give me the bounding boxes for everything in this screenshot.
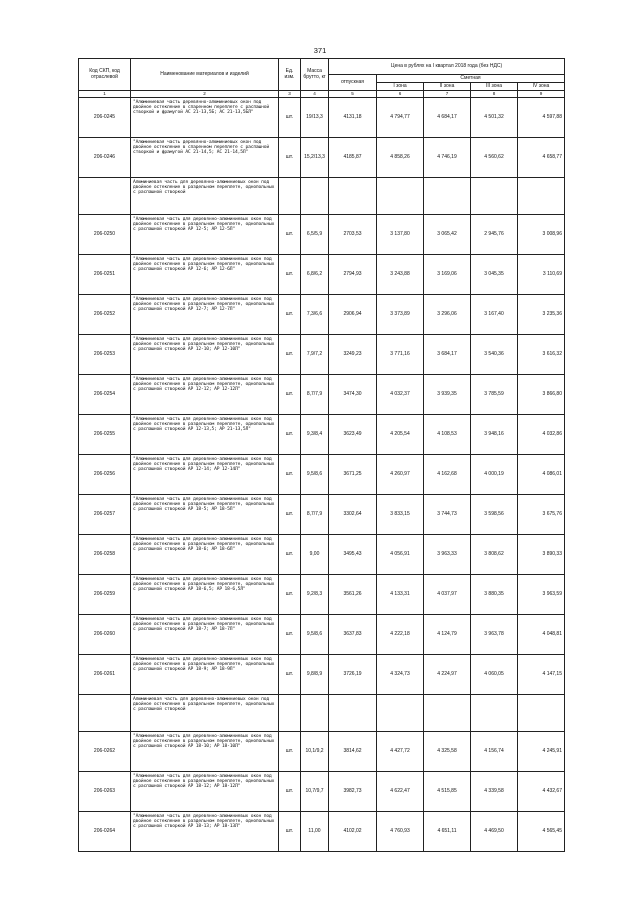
price-zone-1: 4 622,47 xyxy=(377,772,424,812)
price-zone-3: 4 156,74 xyxy=(471,732,518,772)
item-mass: 9,5/8,6 xyxy=(301,615,329,655)
price-zone-3: 3 880,35 xyxy=(471,575,518,615)
item-unit: шт. xyxy=(279,455,301,495)
item-name: "Алюминиевая часть для деревянно-алюминиевых окон под двойное остекление в раздельном переплете, однопольных с распашной створкой АР 18-12; АР 18-12Л" xyxy=(131,772,279,812)
table-row xyxy=(79,375,565,415)
price-zone-2: 4 162,68 xyxy=(424,455,471,495)
item-name: "Алюминиевая часть для деревянно-алюминиевых окон под двойное остекление в раздельном переплете, однопольных с распашной створкой АР 18-10; АР 18-10Л" xyxy=(131,732,279,772)
item-mass: 8,7/7,9 xyxy=(301,495,329,535)
price-zone-3: 4 060,05 xyxy=(471,655,518,695)
item-code: 206-0261 xyxy=(79,655,131,695)
item-name: "Алюминиевая часть для деревянно-алюминиевых окон под двойное остекление в раздельном переплете, однопольных с распашной створкой АР 12-14; АР 12-14Л" xyxy=(131,455,279,495)
section-row xyxy=(79,695,565,732)
header-zone-4: IV зона xyxy=(518,83,565,91)
table-row xyxy=(79,455,565,495)
item-code: 206-0246 xyxy=(79,138,131,178)
empty-cell xyxy=(424,178,471,215)
price-zone-4: 3 235,36 xyxy=(518,295,565,335)
header-mass: Масса брутто, кг xyxy=(301,59,329,91)
column-number: 9 xyxy=(518,91,565,98)
item-mass: 11,00 xyxy=(301,812,329,852)
item-code: 206-0263 xyxy=(79,772,131,812)
price-zone-2: 4 108,53 xyxy=(424,415,471,455)
price-release: 3671,25 xyxy=(329,455,377,495)
price-release: 3495,43 xyxy=(329,535,377,575)
price-zone-1: 4 858,26 xyxy=(377,138,424,178)
table-row xyxy=(79,772,565,812)
price-zone-4: 4 597,88 xyxy=(518,98,565,138)
item-name: "Алюминиевая часть деревянно-алюминиевых окон под двойное остекление в спаренном переплете с распашной створкой и фрамугой АС 21-14,5; АС 21-14,5Л" xyxy=(131,138,279,178)
price-zone-3: 3 948,16 xyxy=(471,415,518,455)
price-zone-4: 3 675,76 xyxy=(518,495,565,535)
price-zone-2: 4 037,97 xyxy=(424,575,471,615)
table-row xyxy=(79,215,565,255)
price-zone-3: 3 598,56 xyxy=(471,495,518,535)
item-unit: шт. xyxy=(279,615,301,655)
empty-cell xyxy=(424,695,471,732)
table-body xyxy=(79,98,565,852)
item-unit: шт. xyxy=(279,415,301,455)
column-number: 8 xyxy=(471,91,518,98)
price-zone-4: 3 008,96 xyxy=(518,215,565,255)
item-mass: 8,7/7,9 xyxy=(301,375,329,415)
table-row xyxy=(79,98,565,138)
item-code: 206-0262 xyxy=(79,732,131,772)
item-unit: шт. xyxy=(279,295,301,335)
price-zone-1: 4 427,72 xyxy=(377,732,424,772)
price-zone-2: 4 124,79 xyxy=(424,615,471,655)
price-zone-2: 4 515,85 xyxy=(424,772,471,812)
price-zone-2: 4 746,19 xyxy=(424,138,471,178)
price-release: 2906,94 xyxy=(329,295,377,335)
price-release: 4185,87 xyxy=(329,138,377,178)
price-release: 2703,53 xyxy=(329,215,377,255)
price-zone-3: 4 560,62 xyxy=(471,138,518,178)
price-zone-2: 3 296,06 xyxy=(424,295,471,335)
price-zone-4: 3 110,69 xyxy=(518,255,565,295)
table-row xyxy=(79,495,565,535)
item-unit: шт. xyxy=(279,375,301,415)
price-zone-4: 4 032,86 xyxy=(518,415,565,455)
header-code: Код СКП, код отраслевой xyxy=(79,59,131,91)
price-zone-4: 4 048,81 xyxy=(518,615,565,655)
price-zone-4: 4 565,45 xyxy=(518,812,565,852)
item-name: "Алюминиевая часть для деревянно-алюминиевых окон под двойное остекление в раздельном переплете, однопольных с распашной створкой АР 18-9; АР 18-9Л" xyxy=(131,655,279,695)
item-name: "Алюминиевая часть для деревянно-алюминиевых окон под двойное остекление в раздельном переплете, однопольных с распашной створкой АР 18-6; АР 18-6Л" xyxy=(131,535,279,575)
header-name: Наименование материалов и изделий xyxy=(131,59,279,91)
price-release: 3623,49 xyxy=(329,415,377,455)
header-price-group: Цена в рублях на I квартал 2018 года (без НДС) xyxy=(329,59,565,75)
item-name: "Алюминиевая часть для деревянно-алюминиевых окон под двойное остекление в раздельном переплете, однопольных с распашной створкой АР 18-5; АР 18-5Л" xyxy=(131,495,279,535)
item-mass: 9,2/8,3 xyxy=(301,575,329,615)
price-release: 4102,02 xyxy=(329,812,377,852)
price-zone-3: 4 339,58 xyxy=(471,772,518,812)
item-name: "Алюминиевая часть для деревянно-алюминиевых окон под двойное остекление в раздельном переплете, однопольных с распашной створкой АР 12-12; АР 12-12Л" xyxy=(131,375,279,415)
section-title: Алюминиевая часть для деревянно-алюминиевых окон под двойное остекление в раздельном переплете, однопольных с распашной створкой xyxy=(131,178,279,215)
empty-cell xyxy=(471,695,518,732)
price-zone-4: 3 866,80 xyxy=(518,375,565,415)
price-zone-4: 4 658,77 xyxy=(518,138,565,178)
item-unit: шт. xyxy=(279,138,301,178)
item-code: 206-0252 xyxy=(79,295,131,335)
item-mass: 9,3/8,4 xyxy=(301,415,329,455)
price-table xyxy=(78,58,565,852)
header-zone-2: II зона xyxy=(424,83,471,91)
price-zone-4: 3 890,33 xyxy=(518,535,565,575)
price-zone-1: 4 260,97 xyxy=(377,455,424,495)
column-number-row xyxy=(79,91,565,98)
price-zone-3: 3 808,62 xyxy=(471,535,518,575)
price-zone-2: 3 744,73 xyxy=(424,495,471,535)
item-mass: 7,9/7,2 xyxy=(301,335,329,375)
price-release: 4131,18 xyxy=(329,98,377,138)
price-zone-3: 3 167,40 xyxy=(471,295,518,335)
price-zone-2: 4 224,97 xyxy=(424,655,471,695)
column-number: 3 xyxy=(279,91,301,98)
column-number: 5 xyxy=(329,91,377,98)
price-zone-1: 3 771,16 xyxy=(377,335,424,375)
empty-cell xyxy=(301,178,329,215)
price-zone-1: 4 205,54 xyxy=(377,415,424,455)
item-name: "Алюминиевая часть для деревянно-алюминиевых окон под двойное остекление в раздельном переплете, однопольных с распашной створкой АР 12-5; АР 12-5Л" xyxy=(131,215,279,255)
item-unit: шт. xyxy=(279,335,301,375)
price-zone-1: 4 222,18 xyxy=(377,615,424,655)
price-zone-4: 3 616,32 xyxy=(518,335,565,375)
table-row xyxy=(79,138,565,178)
price-zone-2: 4 651,11 xyxy=(424,812,471,852)
price-zone-1: 4 324,73 xyxy=(377,655,424,695)
empty-cell xyxy=(518,695,565,732)
item-name: "Алюминиевая часть для деревянно-алюминиевых окон под двойное остекление в раздельном переплете, однопольных с распашной створкой АР 12-6; АР 12-6Л" xyxy=(131,255,279,295)
price-zone-2: 3 065,42 xyxy=(424,215,471,255)
item-mass: 10,1/9,2 xyxy=(301,732,329,772)
item-code: 206-0260 xyxy=(79,615,131,655)
item-code: 206-0253 xyxy=(79,335,131,375)
price-zone-1: 3 373,89 xyxy=(377,295,424,335)
item-unit: шт. xyxy=(279,98,301,138)
table-row xyxy=(79,732,565,772)
price-zone-2: 4 684,17 xyxy=(424,98,471,138)
table-row xyxy=(79,655,565,695)
item-code: 206-0250 xyxy=(79,215,131,255)
item-code: 206-0264 xyxy=(79,812,131,852)
price-zone-4: 3 963,59 xyxy=(518,575,565,615)
item-mass: 9,5/8,6 xyxy=(301,455,329,495)
item-unit: шт. xyxy=(279,255,301,295)
price-zone-3: 3 540,36 xyxy=(471,335,518,375)
price-zone-1: 4 794,77 xyxy=(377,98,424,138)
item-code: 206-0251 xyxy=(79,255,131,295)
item-unit: шт. xyxy=(279,655,301,695)
price-zone-1: 3 243,88 xyxy=(377,255,424,295)
table-row xyxy=(79,535,565,575)
price-release: 3302,64 xyxy=(329,495,377,535)
price-zone-1: 4 056,91 xyxy=(377,535,424,575)
item-name: "Алюминиевая часть для деревянно-алюминиевых окон под двойное остекление в раздельном переплете, однопольных с распашной створкой АР 18-6,5; АР 18-6,5Л" xyxy=(131,575,279,615)
price-zone-1: 3 833,15 xyxy=(377,495,424,535)
empty-cell xyxy=(279,695,301,732)
price-zone-2: 3 939,35 xyxy=(424,375,471,415)
empty-cell xyxy=(79,178,131,215)
empty-cell xyxy=(518,178,565,215)
price-zone-3: 4 501,32 xyxy=(471,98,518,138)
price-zone-3: 2 945,76 xyxy=(471,215,518,255)
item-mass: 6,5/5,9 xyxy=(301,215,329,255)
price-zone-2: 3 684,17 xyxy=(424,335,471,375)
column-number: 4 xyxy=(301,91,329,98)
price-zone-2: 4 325,58 xyxy=(424,732,471,772)
table-row xyxy=(79,812,565,852)
price-zone-1: 4 133,31 xyxy=(377,575,424,615)
column-number: 7 xyxy=(424,91,471,98)
empty-cell xyxy=(329,178,377,215)
item-mass: 10,7/9,7 xyxy=(301,772,329,812)
item-name: "Алюминиевая часть для деревянно-алюминиевых окон под двойное остекление в раздельном переплете, однопольных с распашной створкой АР 18-13; АР 18-13Л" xyxy=(131,812,279,852)
price-release: 3726,19 xyxy=(329,655,377,695)
price-zone-4: 4 147,15 xyxy=(518,655,565,695)
price-zone-3: 4 000,19 xyxy=(471,455,518,495)
page-number: 371 xyxy=(313,46,327,55)
header-release: отпускная xyxy=(329,75,377,91)
item-name: "Алюминиевая часть для деревянно-алюминиевых окон под двойное остекление в раздельном переплете, однопольных с распашной створкой АР 18-7; АР 18-7Л" xyxy=(131,615,279,655)
price-zone-3: 4 469,50 xyxy=(471,812,518,852)
price-release: 2794,93 xyxy=(329,255,377,295)
item-code: 206-0254 xyxy=(79,375,131,415)
item-unit: шт. xyxy=(279,535,301,575)
item-code: 206-0259 xyxy=(79,575,131,615)
empty-cell xyxy=(329,695,377,732)
header-estimate: Сметная xyxy=(377,75,565,83)
price-zone-4: 4 432,67 xyxy=(518,772,565,812)
item-mass: 9,00 xyxy=(301,535,329,575)
header-unit: Ед. изм. xyxy=(279,59,301,91)
price-zone-1: 4 760,93 xyxy=(377,812,424,852)
price-release: 3982,73 xyxy=(329,772,377,812)
price-zone-1: 3 137,80 xyxy=(377,215,424,255)
price-zone-3: 3 963,78 xyxy=(471,615,518,655)
price-release: 3637,83 xyxy=(329,615,377,655)
empty-cell xyxy=(377,178,424,215)
empty-cell xyxy=(279,178,301,215)
item-unit: шт. xyxy=(279,732,301,772)
table-row xyxy=(79,255,565,295)
item-code: 206-0245 xyxy=(79,98,131,138)
item-unit: шт. xyxy=(279,812,301,852)
price-zone-3: 3 045,35 xyxy=(471,255,518,295)
item-mass: 9,8/8,9 xyxy=(301,655,329,695)
price-zone-4: 4 086,01 xyxy=(518,455,565,495)
table-row xyxy=(79,295,565,335)
price-release: 3474,30 xyxy=(329,375,377,415)
price-zone-1: 4 032,37 xyxy=(377,375,424,415)
header-zone-3: III зона xyxy=(471,83,518,91)
table-row xyxy=(79,415,565,455)
table-row xyxy=(79,575,565,615)
table-row xyxy=(79,615,565,655)
price-zone-3: 3 785,59 xyxy=(471,375,518,415)
item-mass: 19/13,3 xyxy=(301,98,329,138)
item-mass: 7,3/6,6 xyxy=(301,295,329,335)
item-name: "Алюминиевая часть для деревянно-алюминиевых окон под двойное остекление в раздельном переплете, однопольных с распашной створкой АР 12-10; АР 12-10Л" xyxy=(131,335,279,375)
item-unit: шт. xyxy=(279,772,301,812)
header-zone-1: I зона xyxy=(377,83,424,91)
item-code: 206-0258 xyxy=(79,535,131,575)
item-name: "Алюминиевая часть деревянно-алюминиевых окон под двойное остекление в спаренном переплете с распашной створкой и фрамугой АС 21-13,5Б; АС 21-13,5БЛ" xyxy=(131,98,279,138)
item-unit: шт. xyxy=(279,215,301,255)
item-mass: 6,8/6,2 xyxy=(301,255,329,295)
empty-cell xyxy=(79,695,131,732)
item-unit: шт. xyxy=(279,495,301,535)
empty-cell xyxy=(471,178,518,215)
column-number: 1 xyxy=(79,91,131,98)
item-code: 206-0255 xyxy=(79,415,131,455)
item-mass: 15,2/13,3 xyxy=(301,138,329,178)
item-unit: шт. xyxy=(279,575,301,615)
price-release: 3249,23 xyxy=(329,335,377,375)
item-code: 206-0256 xyxy=(79,455,131,495)
empty-cell xyxy=(301,695,329,732)
empty-cell xyxy=(377,695,424,732)
section-title: Алюминиевая часть для деревянно-алюминиевых окон под двойное остекление в раздельном переплете, однопольных с распашной створкой xyxy=(131,695,279,732)
section-row xyxy=(79,178,565,215)
column-number: 6 xyxy=(377,91,424,98)
price-release: 3814,62 xyxy=(329,732,377,772)
item-name: "Алюминиевая часть для деревянно-алюминиевых окон под двойное остекление в раздельном переплете, однопольных с распашной створкой АР 12-13,5; АР 21-13,5Л" xyxy=(131,415,279,455)
item-name: "Алюминиевая часть для деревянно-алюминиевых окон под двойное остекление в раздельном переплете, однопольных с распашной створкой АР 12-7; АР 12-7Л" xyxy=(131,295,279,335)
column-number: 2 xyxy=(131,91,279,98)
item-code: 206-0257 xyxy=(79,495,131,535)
table-row xyxy=(79,335,565,375)
price-release: 3561,26 xyxy=(329,575,377,615)
price-zone-4: 4 245,91 xyxy=(518,732,565,772)
price-zone-2: 3 169,06 xyxy=(424,255,471,295)
price-zone-2: 3 963,33 xyxy=(424,535,471,575)
